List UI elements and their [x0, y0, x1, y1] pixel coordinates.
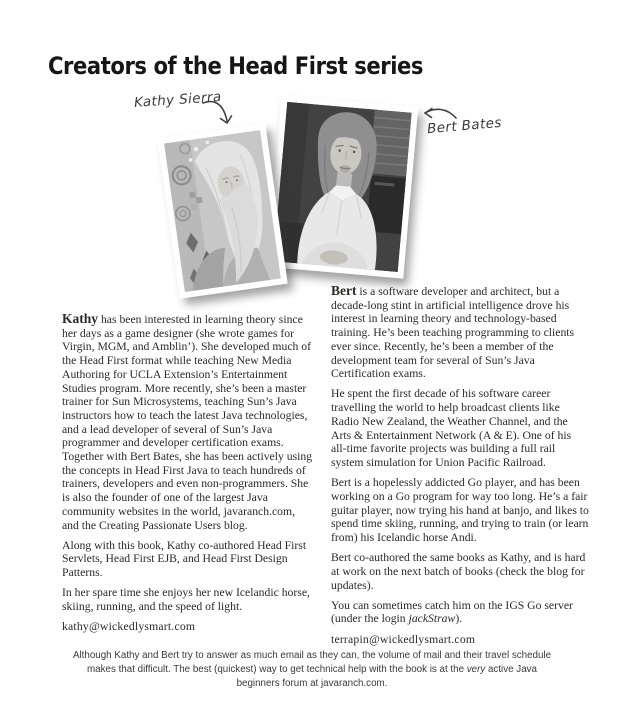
bio-paragraph: He spent the first decade of his software career travelling the world to help broadcast clients like Radio New Zealand, the Weather Channel, and the Arts & Entertainment Network (A & E). One of his all-time favorite projects was building a full rail system simulation for Union Pacific Railroad.	[331, 387, 572, 469]
bert-portrait-image	[273, 102, 411, 272]
bert-bio-column	[331, 284, 589, 653]
bert-name-lead: Bert	[331, 283, 357, 298]
bio-paragraph: Bert co-authored the same books as Kathy, and is hard at work on the next batch of books (check the blog for updates).	[331, 551, 586, 592]
bio-paragraph: Along with this book, Kathy co-authored Head First Servlets, Head First EJB, and Head First Design Patterns.	[62, 538, 307, 580]
kathy-arrow-icon	[201, 97, 235, 131]
bio-paragraph: Bert is a hopelessly addicted Go player, and has been working on a Go program for way too long. He’s a fair guitar player, now trying his hand at banjo, and likes to spend time skiing, running, and trying to train (or learn from) his Icelandic horse Andi.	[331, 476, 589, 544]
bert-email-text: terrapin@wickedlysmart.com	[331, 632, 476, 646]
bert-photo-label: Bert Bates	[426, 114, 503, 138]
footer-note: Although Kathy and Bert try to answer as much email as they can, the volume of mail and their travel schedule makes that difficult. The best (quickest) way to get technical help with the book is at the very active Java beginners forum at javaranch.com.	[72, 650, 552, 689]
bio-paragraph: You can sometimes catch him on the IGS Go server (under the login jackStraw).	[331, 598, 573, 626]
kathy-name-lead: Kathy	[62, 311, 99, 326]
kathy-email-text: kathy@wickedlysmart.com	[62, 620, 196, 634]
kathy-portrait-image	[164, 130, 281, 292]
footer-emphasis: very	[466, 663, 486, 675]
bert-arrow-icon	[419, 104, 459, 124]
bio-paragraph: Bert is a software developer and architect, but a decade-long stint in artificial intelligence drove his interest in learning theory and technology-based training. He’s been teaching programming to clients ever since. Recently, he’s been a member of the development team for several of Sun’s Java Certification exams.	[331, 283, 575, 381]
page-title: Creators of the Head First series	[48, 52, 424, 80]
bert-photo	[267, 95, 418, 278]
kathy-photo-label: Kathy Sierra	[133, 88, 223, 112]
bio-paragraph: In her spare time she enjoys her new Icelandic horse, skiing, running, and the speed of light.	[62, 586, 310, 614]
bio-paragraph: Kathy has been interested in learning theory since her days as a game designer (she wrote games for Virgin, MGM, and Amblin’). She developed much of the Head First format while teaching New Media Authoring for UCLA Extension’s Entertainment Studies program. More recently, she’s been a master trainer for Sun Microsystems, teaching Sun’s Java instructors how to teach the latest Java technologies, and a lead developer of several of Sun’s Java programmer and developer certification exams. Together with Bert Bates, she has been actively using the concepts in Head First Java to teach hundreds of trainers, developers and even non-programmers. She is also the founder of one of the largest Java community websites in the world, javaranch.com, and the Creating Passionate Users blog.	[62, 311, 313, 532]
kathy-photo	[157, 123, 287, 299]
kathy-bio-column	[62, 312, 314, 640]
igs-login-name: jackStraw	[408, 612, 456, 626]
